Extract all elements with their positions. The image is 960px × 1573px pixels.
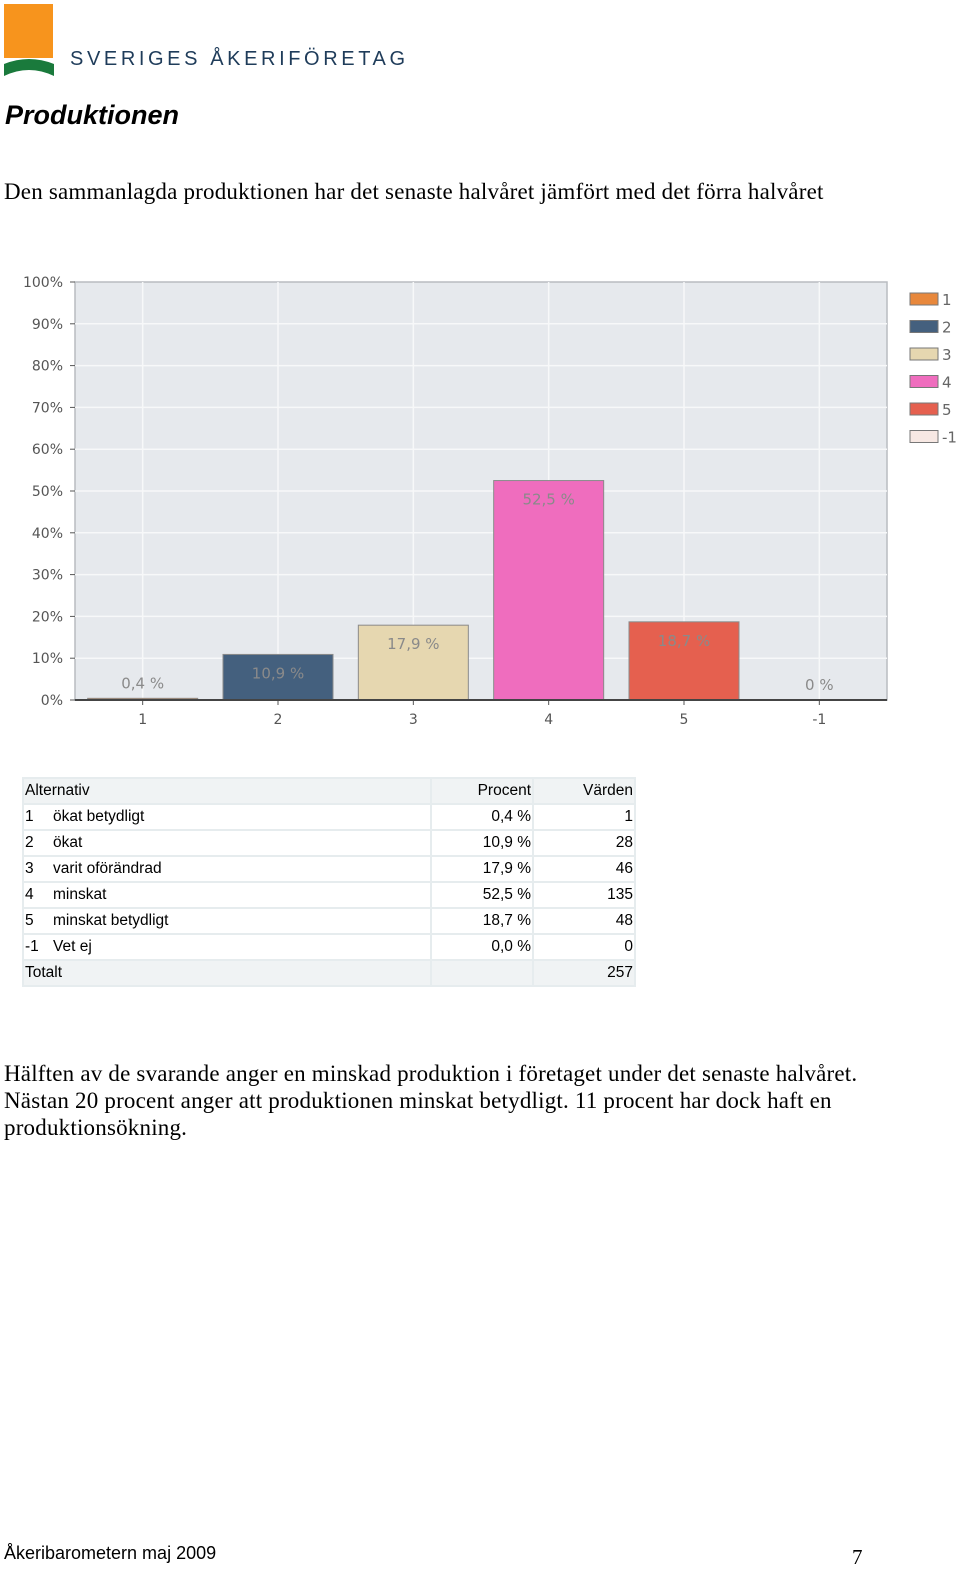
logo-orange-square (4, 4, 53, 58)
bar-chart (0, 265, 960, 735)
y-tick-label: 100% (22, 275, 63, 291)
legend-label: 4 (942, 373, 952, 392)
row-alternative (23, 882, 431, 908)
footer-title: Åkeribarometern maj 2009 (4, 1543, 217, 1563)
row-label: ökat (53, 834, 83, 851)
row-alternative (23, 830, 431, 856)
legend-swatch (910, 403, 938, 415)
row-label: minskat betydligt (53, 912, 169, 929)
header-percent: Procent (431, 778, 533, 804)
table-row (23, 804, 635, 830)
table-row (23, 856, 635, 882)
row-alternative (23, 856, 431, 882)
legend-label: -1 (942, 428, 957, 447)
data-label: 0 % (805, 676, 834, 694)
data-label: 18,7 % (657, 631, 711, 650)
logo-text: SVERIGES ÅKERIFÖRETAG (70, 48, 409, 70)
legend-swatch (910, 293, 938, 305)
row-percent: 0,4 % (431, 804, 533, 830)
x-tick-label: 3 (408, 712, 418, 728)
legend-swatch (910, 431, 938, 443)
row-alternative (23, 934, 431, 960)
row-number: 1 (25, 808, 34, 825)
page-number: 7 (852, 1545, 863, 1569)
total-value: 257 (533, 960, 635, 986)
row-number: 4 (25, 886, 34, 903)
logo-green-leaf (4, 58, 54, 76)
x-tick-label: 4 (544, 712, 554, 728)
legend-swatch (910, 348, 938, 360)
row-percent: 18,7 % (431, 908, 533, 934)
data-label: 10,9 % (251, 664, 305, 683)
y-tick-label: 10% (31, 651, 63, 668)
header-alternative: Alternativ (23, 778, 431, 804)
y-tick-label: 60% (31, 442, 63, 459)
total-label: Totalt (23, 960, 431, 986)
y-tick-label: 40% (31, 525, 63, 542)
question-text: Den sammanlagda produktionen har det senaste halvåret jämfört med det förra halvåret (4, 179, 824, 204)
row-number: 3 (25, 860, 34, 877)
table-row (23, 830, 635, 856)
row-percent: 52,5 % (431, 882, 533, 908)
total-percent-empty (431, 960, 533, 986)
page-title: Produktionen (5, 100, 179, 130)
row-percent: 0,0 % (431, 934, 533, 960)
logo (4, 4, 409, 74)
row-value: 28 (533, 830, 635, 856)
row-value: 0 (533, 934, 635, 960)
row-alternative (23, 804, 431, 830)
data-label: 17,9 % (387, 635, 440, 654)
row-label: ökat betydligt (53, 808, 145, 825)
legend-label: 2 (942, 318, 952, 337)
header-values: Värden (533, 778, 635, 804)
table-total-row (23, 960, 635, 986)
x-tick-label: 2 (273, 712, 283, 728)
x-tick-label: -1 (812, 712, 827, 728)
row-label: minskat (53, 886, 107, 903)
row-value: 48 (533, 908, 635, 934)
row-alternative (23, 908, 431, 934)
table-row (23, 934, 635, 960)
row-percent: 17,9 % (431, 856, 533, 882)
y-tick-label: 20% (31, 609, 63, 626)
x-tick-label: 5 (679, 712, 689, 728)
row-number: -1 (25, 938, 39, 955)
y-tick-label: 80% (31, 358, 63, 375)
y-tick-label: 70% (31, 400, 63, 417)
y-tick-label: 30% (31, 567, 63, 584)
y-tick-label: 90% (31, 316, 63, 333)
data-label: 0,4 % (121, 674, 165, 693)
summary-text: Hälften av de svarande anger en minskad produktion i företaget under det senaste halvåret. Nästan 20 procent anger att produktionen minskat betydligt. 11 procent har dock haft en produktionsökning. (4, 1061, 858, 1140)
legend-swatch (910, 321, 938, 333)
legend-swatch (910, 376, 938, 388)
y-tick-label: 50% (31, 484, 63, 500)
row-value: 1 (533, 804, 635, 830)
bar-4 (494, 481, 604, 700)
results-table (22, 777, 636, 987)
row-label: Vet ej (53, 938, 92, 955)
row-label: varit oförändrad (53, 860, 162, 877)
row-number: 5 (25, 912, 34, 929)
table-header-row (23, 778, 635, 804)
data-label: 52,5 % (522, 490, 575, 509)
row-percent: 10,9 % (431, 830, 533, 856)
legend-label: 5 (942, 401, 952, 419)
row-number: 2 (25, 834, 34, 851)
row-value: 46 (533, 856, 635, 882)
table-row (23, 908, 635, 934)
row-value: 135 (533, 882, 635, 908)
legend-label: 1 (942, 291, 952, 309)
x-tick-label: 1 (138, 712, 148, 728)
y-tick-label: 0% (40, 693, 63, 709)
legend-label: 3 (942, 346, 952, 364)
table-row (23, 882, 635, 908)
